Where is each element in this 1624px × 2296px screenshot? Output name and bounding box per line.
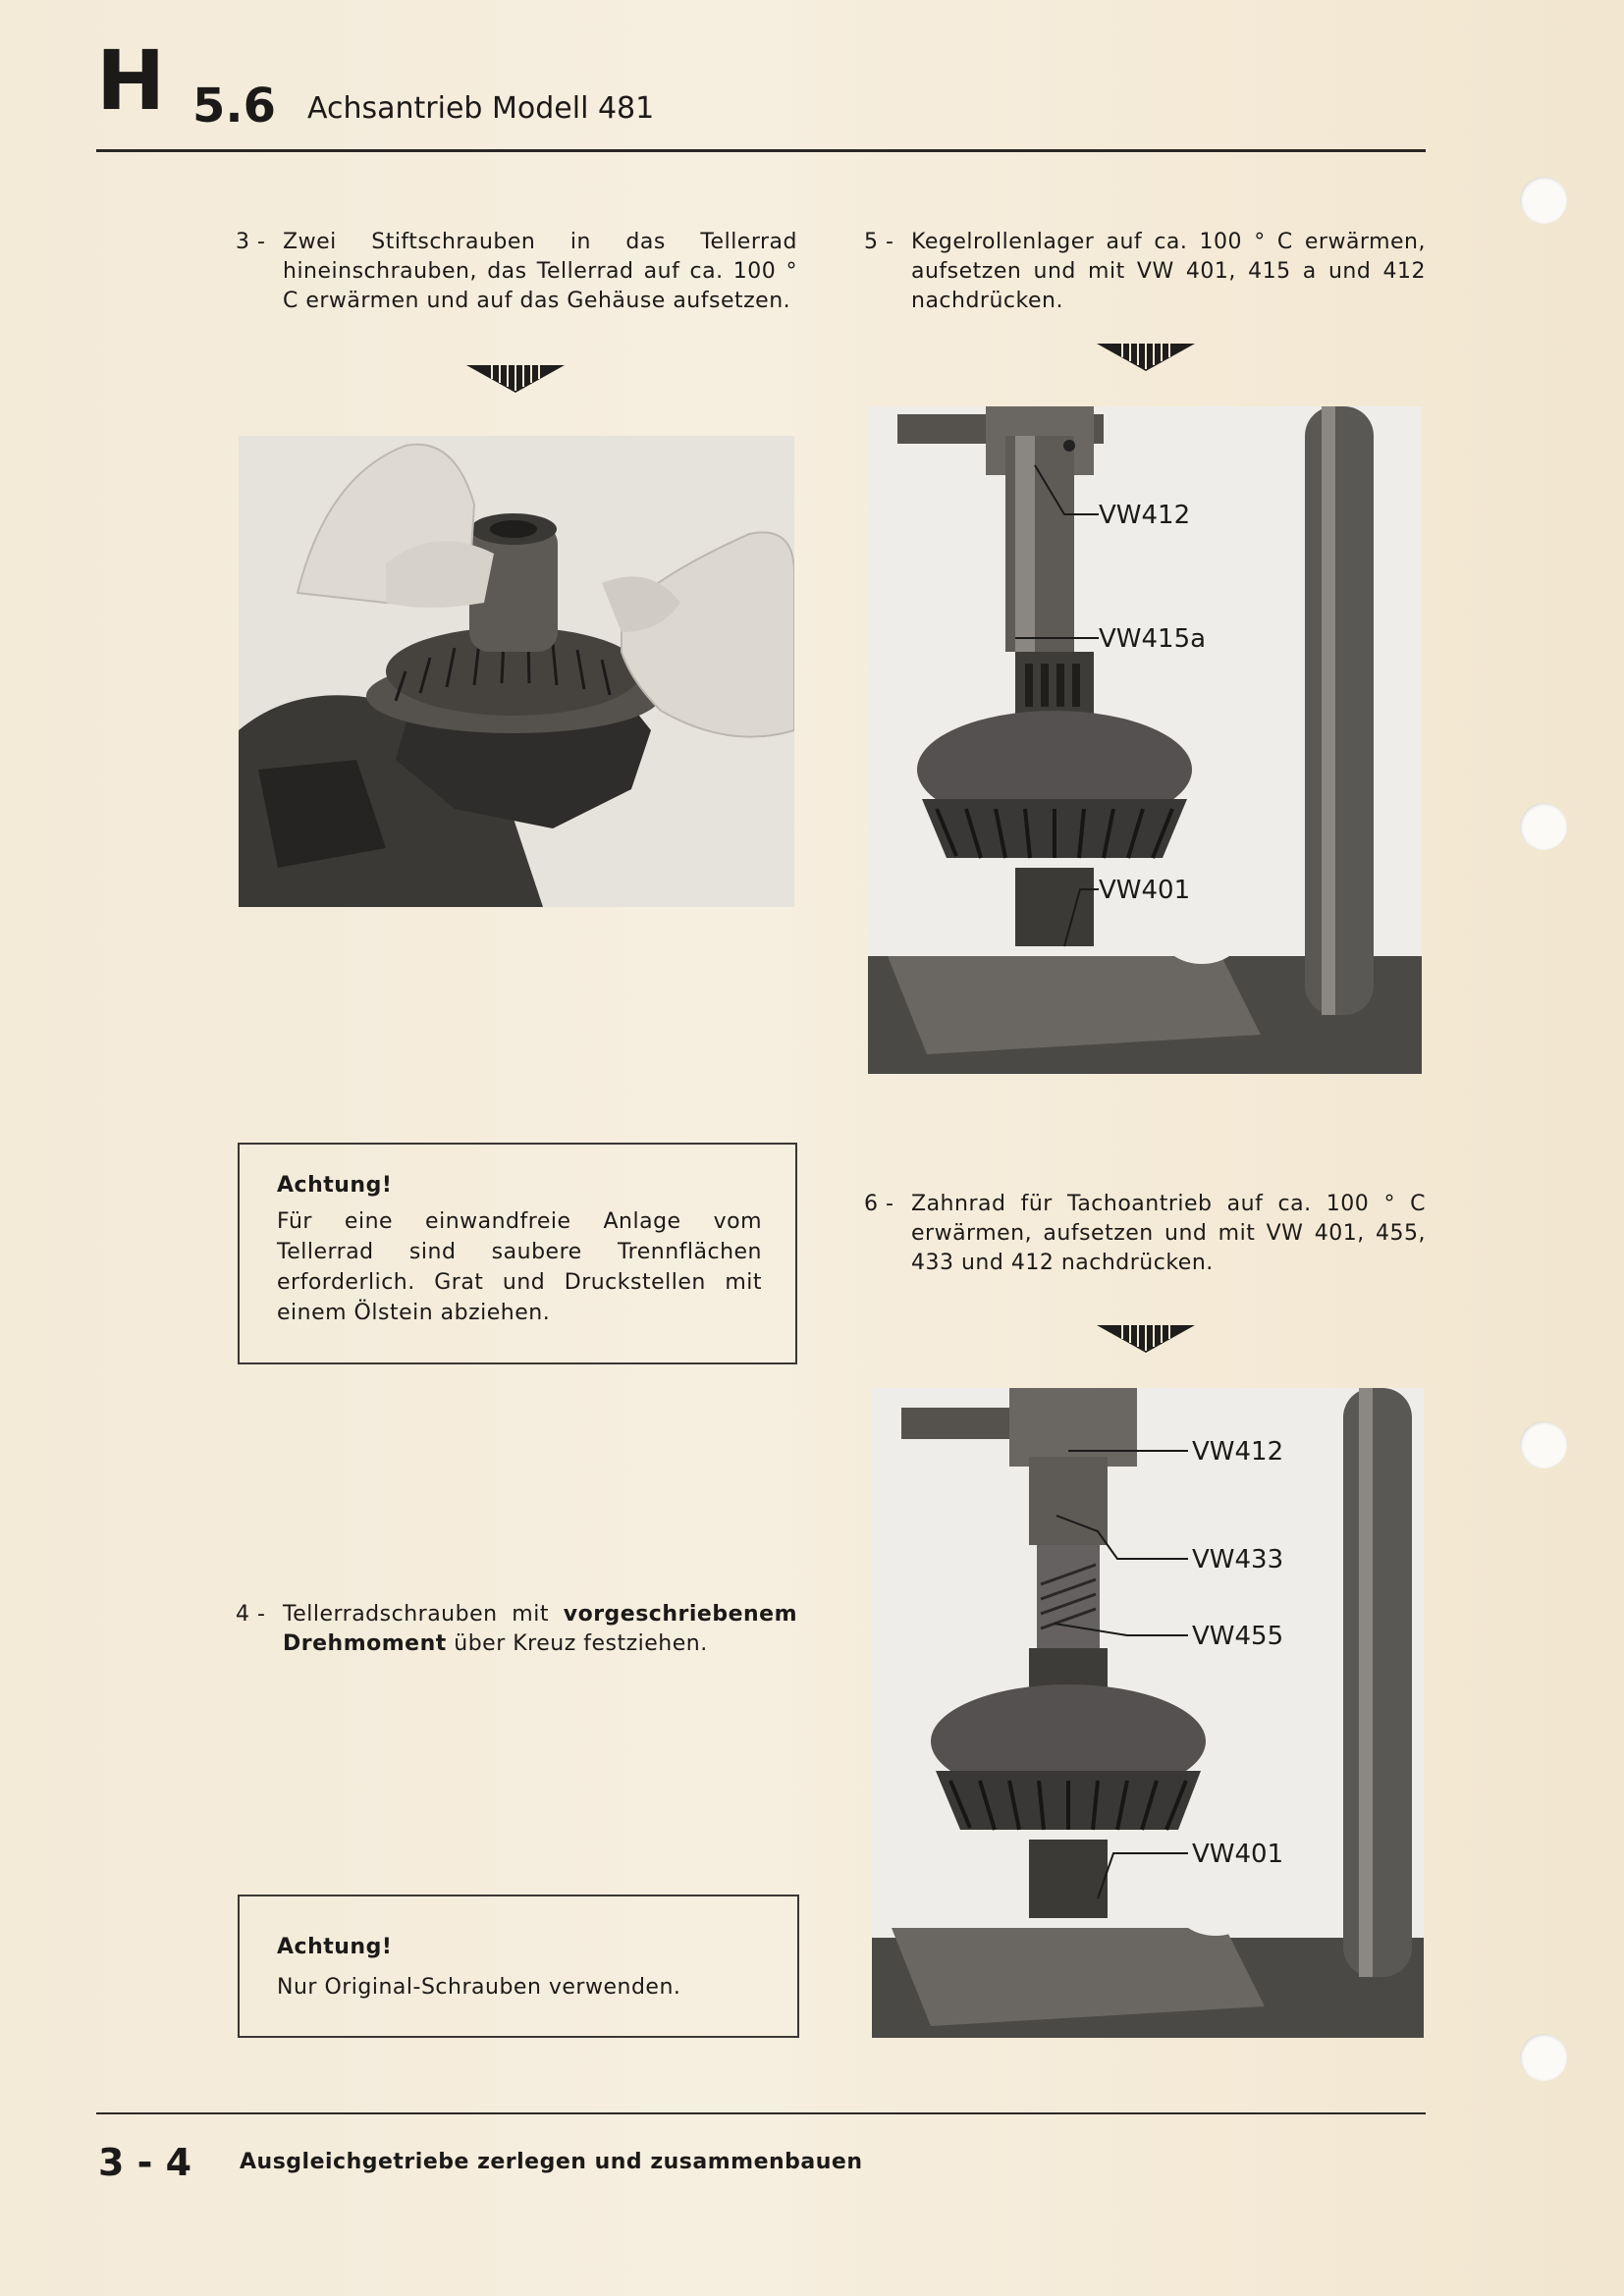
section-letter: H [96,32,164,129]
fig6-label-vw455: VW455 [1192,1622,1284,1651]
footer-rule [96,2112,1426,2114]
down-arrow-icon [462,359,568,395]
step-3 [236,228,797,318]
step-number: 3 - [236,230,266,254]
fig5-label-vw415a: VW415a [1099,624,1207,654]
fig6-label-vw433: VW433 [1192,1545,1284,1575]
note-title: Achtung! [277,1935,393,1959]
step-4 [236,1600,797,1663]
down-arrow-icon [1093,338,1199,373]
fig6-label-vw401: VW401 [1192,1840,1284,1869]
punch-hole [1520,2034,1567,2081]
warning-note-bolts [238,1895,799,2038]
note-title: Achtung! [277,1173,393,1198]
punch-hole [1520,1421,1567,1468]
punch-hole [1520,177,1567,224]
step-text: Zwei Stiftschrauben in das Tellerrad hineinschrauben, das Tellerrad auf ca. 100 ° C erwärmen und auf das Gehäuse aufsetzen. [283,230,797,313]
fig5-label-vw401: VW401 [1099,876,1191,905]
down-arrow-icon [1093,1319,1199,1355]
note-body: Für eine einwandfreie Anlage vom Tellerrad sind saubere Trennflächen erforderlich. Grat und Druckstellen mit einem Ölstein abziehen. [277,1209,762,1325]
note-body: Nur Original-Schrauben verwenden. [277,1975,681,2000]
photo-speedometer-gear-press [872,1388,1424,2038]
photo-bearing-press [868,406,1422,1074]
chapter-title: Ausgleichgetriebe zerlegen und zusammenbauen [240,2150,863,2174]
fig5-label-vw412: VW412 [1099,501,1191,530]
step-5 [864,228,1426,318]
step-text: Kegelrollenlager auf ca. 100 ° C erwärmen, aufsetzen und mit VW 401, 415 a und 412 nachdrücken. [911,230,1426,313]
torque-emphasis: vorgeschriebenem Drehmoment [283,1602,797,1656]
section-number: 5.6 [192,79,277,133]
page-number: 3 - 4 [98,2141,192,2184]
step-text: Tellerradschrauben mit vorgeschriebenem Drehmoment über Kreuz festziehen. [283,1602,797,1656]
photo-crown-wheel-mounting [239,436,794,907]
fig6-label-vw412: VW412 [1192,1437,1284,1467]
step-number: 4 - [236,1602,266,1627]
warning-note-surfaces [238,1143,797,1364]
step-6 [864,1190,1426,1280]
step-number: 6 - [864,1192,894,1216]
punch-hole [1520,803,1567,850]
step-text: Zahnrad für Tachoantrieb auf ca. 100 ° C erwärmen, aufsetzen und mit VW 401, 455, 433 und 412 nachdrücken. [911,1192,1426,1275]
header-rule [96,149,1426,152]
step-number: 5 - [864,230,894,254]
page-title: Achsantrieb Modell 481 [307,91,655,126]
